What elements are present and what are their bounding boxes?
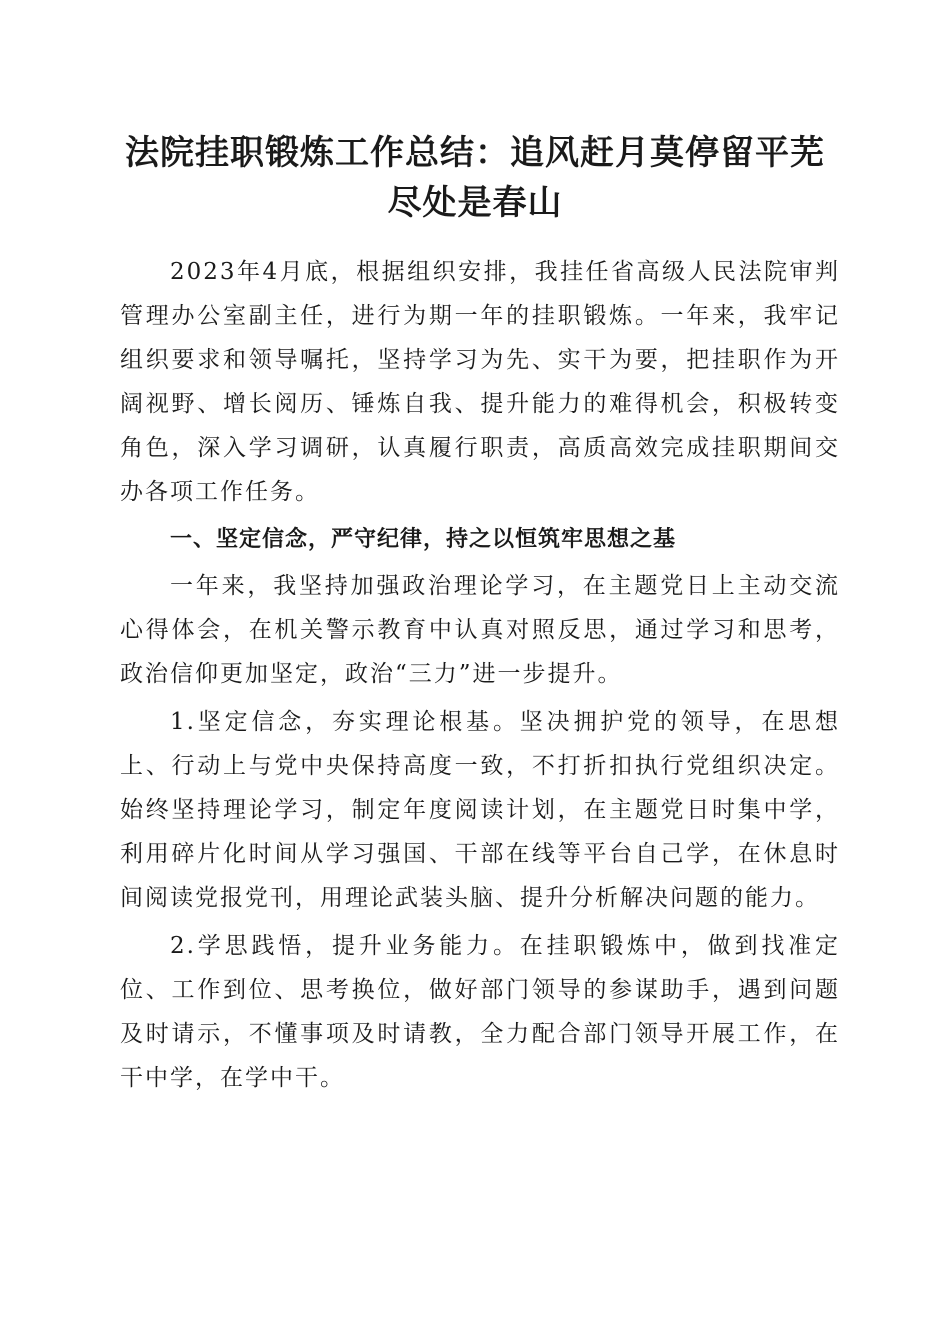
title-line-1: 法院挂职锻炼工作总结：追风赶月莫停留平芜: [125, 133, 825, 173]
document-body: [120, 250, 840, 1104]
document-title: [100, 128, 850, 228]
item-1-paragraph: 1.坚定信念，夯实理论根基。坚决拥护党的领导，在思想上、行动上与党中央保持高度一致，不打折扣执行党组织决定。始终坚持理论学习，制定年度阅读计划，在主题党日时集中学，利用碎片化时间从学习强国、干部在线等平台自己学，在休息时间阅读党报党刊，用理论武装头脑、提升分析解决问题的能力。: [120, 709, 840, 911]
item-2-paragraph: 2.学思践悟，提升业务能力。在挂职锻炼中，做到找准定位、工作到位、思考换位，做好部门领导的参谋助手，遇到问题及时请示，不懂事项及时请教，全力配合部门领导开展工作，在干中学，在学中干。: [120, 933, 840, 1091]
section-heading-1: 一、坚定信念，严守纪律，持之以恒筑牢思想之基: [170, 527, 677, 552]
title-line-2: 尽处是春山: [387, 183, 563, 223]
section-1-intro-paragraph: 一年来，我坚持加强政治理论学习，在主题党日上主动交流心得体会，在机关警示教育中认真对照反思，通过学习和思考，政治信仰更加坚定，政治“三力”进一步提升。: [120, 573, 840, 687]
intro-paragraph: 2023年4月底，根据组织安排，我挂任省高级人民法院审判管理办公室副主任，进行为期一年的挂职锻炼。一年来，我牢记组织要求和领导嘱托，坚持学习为先、实干为要，把挂职作为开阔视野、增长阅历、锤炼自我、提升能力的难得机会，积极转变角色，深入学习调研，认真履行职责，高质高效完成挂职期间交办各项工作任务。: [120, 259, 840, 505]
